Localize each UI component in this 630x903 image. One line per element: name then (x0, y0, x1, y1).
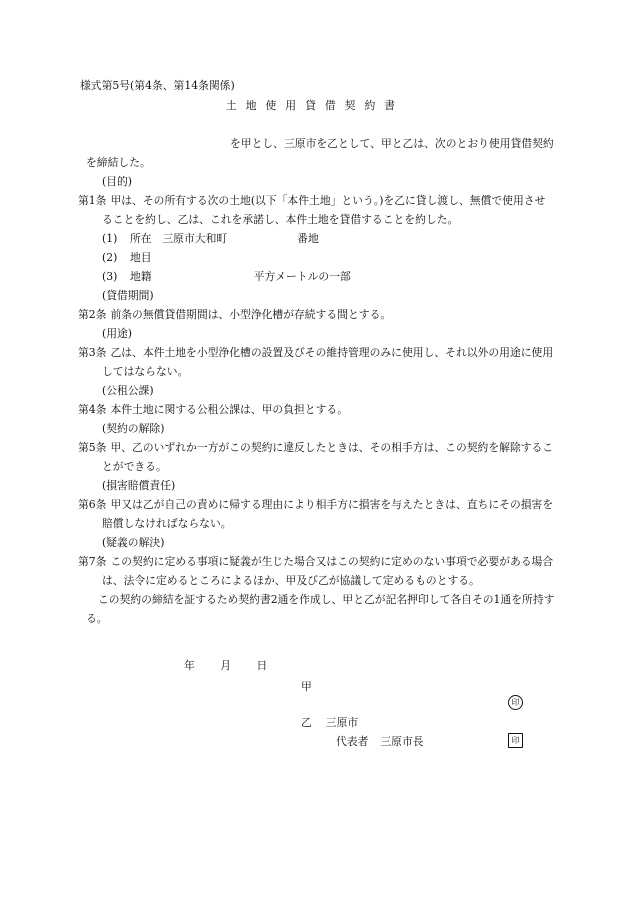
document-title: 土地使用貸借契約書 (225, 99, 405, 112)
representative (336, 732, 424, 751)
article-3: 第3条 乙は、本件土地を小型浄化槽の設置及びその維持管理のみに使用し、それ以外の用途に使用してはならない。 (78, 346, 554, 378)
article-6: 第6条 甲又は乙が自己の責めに帰する理由により相手方に損害を与えたときは、直ちにその損害を賠償しなければならない。 (78, 498, 554, 530)
seal-a-icon: 印 (508, 695, 523, 710)
article-6-heading: (損害賠償責任) (102, 479, 176, 492)
article-1-text: 甲は、その所有する次の土地(以下「本件土地」という。)を乙に貸し渡し、無償で使用させることを約し、乙は、これを承諾し、本件土地を貸借することを約した。 (102, 194, 546, 226)
form-number: 様式第5号(第4条、第14条関係) (80, 79, 235, 92)
article-3-heading: (用途) (102, 327, 133, 340)
article-4: 第4条 本件土地に関する公租公課は、甲の負担とする。 (78, 403, 348, 416)
representative-label: 代表者 (336, 735, 369, 748)
party-b-label: 乙 (301, 716, 312, 729)
closing-statement: この契約の締結を証するため契約書2通を作成し、甲と乙が記名押印して各自その1通を所持する。 (86, 593, 555, 625)
party-a-label: 甲 (301, 680, 312, 693)
representative-name: 三原市長 (380, 735, 424, 748)
article-4-heading: (公租公課) (102, 384, 154, 397)
preamble: を甲とし、三原市を乙として、甲と乙は、次のとおり使用貸借契約を締結した。 (86, 137, 554, 169)
land-item-2: (2) 地目 (102, 251, 152, 264)
contract-body (78, 134, 556, 628)
article-2: 第2条 前条の無償貸借期間は、小型浄化槽が存続する間とする。 (78, 308, 392, 321)
article-1 (78, 191, 556, 229)
land-item-3: (3) 地籍 平方メートルの一部 (102, 270, 351, 283)
article-1-heading: (目的) (102, 175, 133, 188)
seal-b-icon: 印 (508, 733, 523, 748)
land-item-1: (1) 所在 三原市大和町 番地 (102, 232, 319, 245)
article-2-heading: (貸借期間) (102, 289, 154, 302)
article-5: 第5条 甲、乙のいずれか一方がこの契約に違反したときは、その相手方は、この契約を解除することができる。 (78, 441, 554, 473)
article-7-heading: (疑義の解決) (102, 536, 165, 549)
article-7: 第7条 この契約に定める事項に疑義が生じた場合又はこの契約に定めのない事項で必要がある場合は、法令に定めるところによるほか、甲及び乙が協議して定めるものとする。 (78, 555, 554, 587)
article-5-heading: (契約の解除) (102, 422, 165, 435)
party-b-name: 三原市 (325, 716, 359, 729)
article-1-number: 第1条 (78, 194, 107, 207)
party-b (301, 713, 358, 732)
signature-date: 年 月 日 (184, 659, 268, 672)
